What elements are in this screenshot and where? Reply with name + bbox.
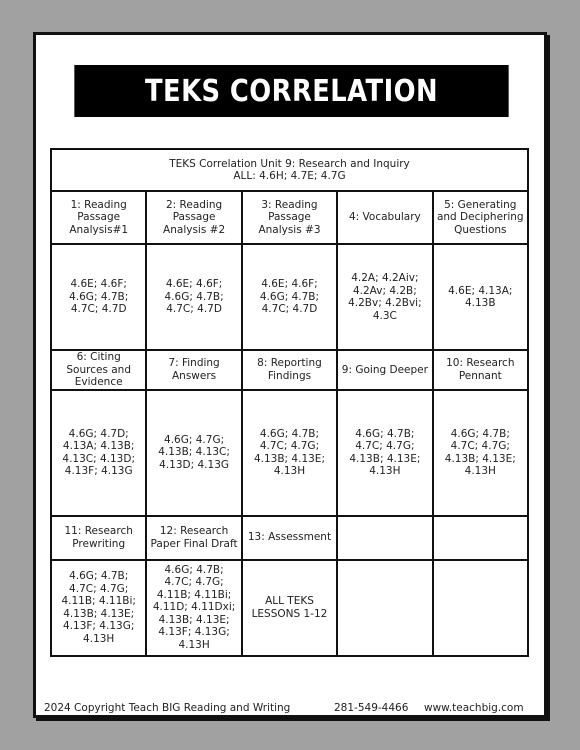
lesson-teks-codes: ALL TEKS LESSONS 1-12 xyxy=(242,560,337,656)
lesson-teks-codes xyxy=(433,560,528,656)
lesson-label: 2: Reading Passage Analysis #2 xyxy=(146,191,241,244)
lesson-teks-codes xyxy=(337,560,432,656)
lesson-teks-codes: 4.6G; 4.7B; 4.7C; 4.7G; 4.11B; 4.11Bi; 4.11D; 4.11Dxi; 4.13B; 4.13E; 4.13F; 4.13G; 4.13H xyxy=(146,560,241,656)
lesson-teks-codes: 4.6E; 4.13A; 4.13B xyxy=(433,244,528,350)
lesson-teks-codes: 4.6E; 4.6F; 4.6G; 4.7B; 4.7C; 4.7D xyxy=(146,244,241,350)
copyright-text: 2024 Copyright Teach BIG Reading and Writing xyxy=(44,702,291,714)
page-title: TEKS CORRELATION xyxy=(74,65,508,117)
lesson-label: 7: Finding Answers xyxy=(146,350,241,390)
teks-correlation-table xyxy=(50,148,529,657)
document-page xyxy=(33,32,547,718)
lesson-label: 9: Going Deeper xyxy=(337,350,432,390)
lesson-teks-codes: 4.6E; 4.6F; 4.6G; 4.7B; 4.7C; 4.7D xyxy=(242,244,337,350)
unit-title: TEKS Correlation Unit 9: Research and Inquiry xyxy=(169,157,410,170)
lesson-label: 6: Citing Sources and Evidence xyxy=(51,350,146,390)
phone-number: 281-549-4466 xyxy=(334,702,409,714)
website-url: www.teachbig.com xyxy=(424,702,524,714)
lesson-label: 8: Reporting Findings xyxy=(242,350,337,390)
lesson-label: 5: Generating and Deciphering Questions xyxy=(433,191,528,244)
lesson-label: 11: Research Prewriting xyxy=(51,516,146,560)
lesson-teks-codes: 4.6G; 4.7B; 4.7C; 4.7G; 4.13B; 4.13E; 4.13H xyxy=(337,390,432,516)
lesson-label xyxy=(337,516,432,560)
lesson-teks-codes: 4.6G; 4.7B; 4.7C; 4.7G; 4.13B; 4.13E; 4.13H xyxy=(433,390,528,516)
lesson-label: 4: Vocabulary xyxy=(337,191,432,244)
lesson-label: 12: Research Paper Final Draft xyxy=(146,516,241,560)
lesson-label: 13: Assessment xyxy=(242,516,337,560)
lesson-label: 1: Reading Passage Analysis#1 xyxy=(51,191,146,244)
unit-all-teks: ALL: 4.6H; 4.7E; 4.7G xyxy=(233,170,346,182)
lesson-label: 3: Reading Passage Analysis #3 xyxy=(242,191,337,244)
lesson-teks-codes: 4.6G; 4.7G; 4.13B; 4.13C; 4.13D; 4.13G xyxy=(146,390,241,516)
lesson-teks-codes: 4.2A; 4.2Aiv; 4.2Av; 4.2B; 4.2Bv; 4.2Bvi; 4.3C xyxy=(337,244,432,350)
lesson-label xyxy=(433,516,528,560)
lesson-label: 10: Research Pennant xyxy=(433,350,528,390)
lesson-teks-codes: 4.6G; 4.7D; 4.13A; 4.13B; 4.13C; 4.13D; 4.13F; 4.13G xyxy=(51,390,146,516)
lesson-teks-codes: 4.6G; 4.7B; 4.7C; 4.7G; 4.11B; 4.11Bi; 4.13B; 4.13E; 4.13F; 4.13G; 4.13H xyxy=(51,560,146,656)
table-header-cell xyxy=(51,149,528,191)
lesson-teks-codes: 4.6G; 4.7B; 4.7C; 4.7G; 4.13B; 4.13E; 4.13H xyxy=(242,390,337,516)
lesson-teks-codes: 4.6E; 4.6F; 4.6G; 4.7B; 4.7C; 4.7D xyxy=(51,244,146,350)
